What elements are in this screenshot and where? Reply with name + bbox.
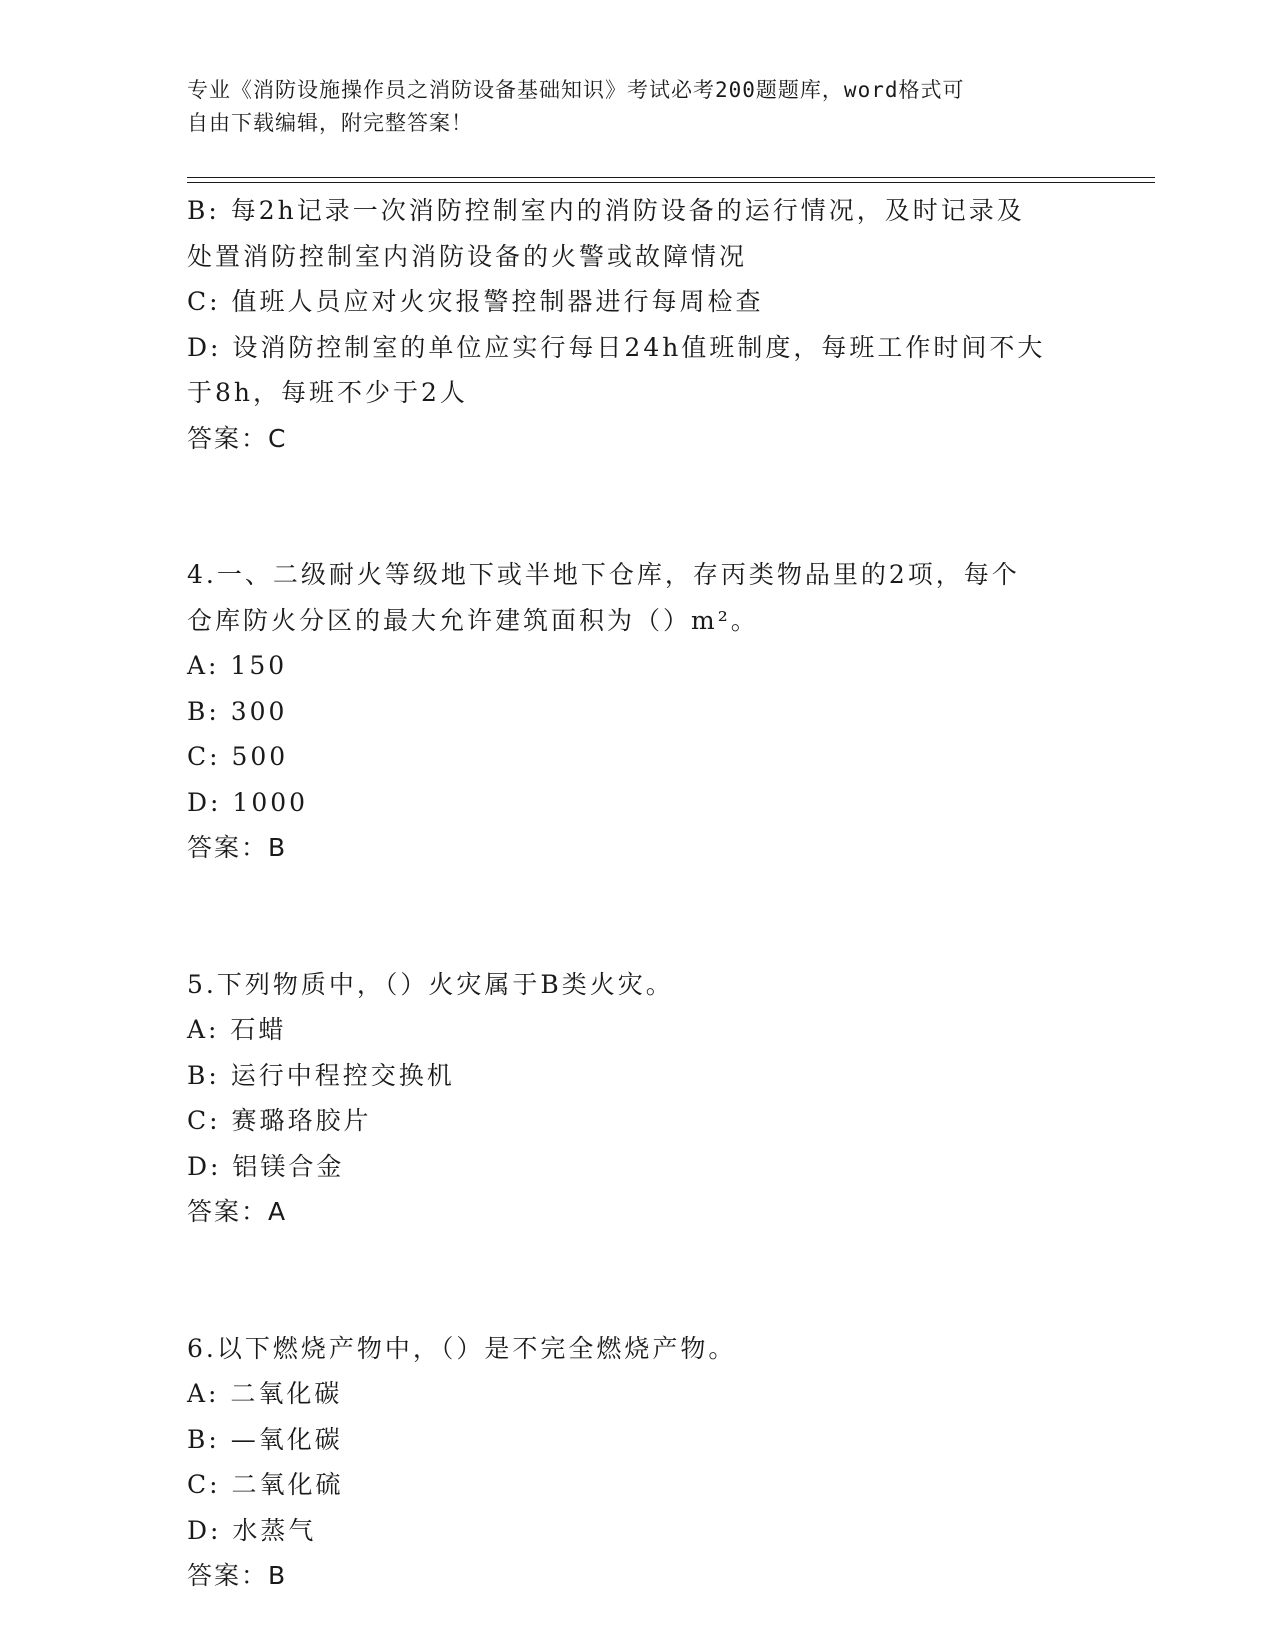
q3-option-c: C: 值班人员应对火灾报警控制器进行每周检查 [187,287,764,316]
question-4 [187,552,1087,871]
q3-option-b-line-1: B: 每2h记录一次消防控制室内的消防设备的运行情况，及时记录及 [187,196,1025,225]
question-spacer [187,871,1087,962]
question-spacer [187,461,1087,552]
q5-option-b: B: 运行中程控交换机 [187,1060,455,1090]
q3-option-d-line-1: D: 设消防控制室的单位应实行每日24h值班制度，每班工作时间不大 [187,332,1046,362]
q4-stem-line-2: 仓库防火分区的最大允许建筑面积为（）m²。 [187,605,759,635]
q4-option-d: D: 1000 [187,787,309,817]
q6-option-c: C: 二氧化硫 [187,1470,344,1499]
q3-option-d-line-2: 于8h，每班不少于2人 [187,378,468,407]
q6-option-a: A: 二氧化碳 [187,1379,343,1408]
question-6 [187,1326,1087,1599]
header-divider-bottom [187,182,1155,183]
q5-option-c: C: 赛璐珞胶片 [187,1106,372,1135]
q6-option-d: D: 水蒸气 [187,1515,317,1545]
q4-stem-line-1: 4.一、二级耐火等级地下或半地下仓库，存丙类物品里的2项，每个 [187,560,1020,589]
question-5 [187,962,1087,1235]
q3-answer: 答案：C [187,423,288,453]
q6-stem: 6.以下燃烧产物中，（）是不完全燃烧产物。 [187,1333,737,1363]
q3-option-b-line-2: 处置消防控制室内消防设备的火警或故障情况 [187,241,748,271]
q5-stem: 5.下列物质中，（）火灾属于B类火灾。 [187,969,674,999]
header-line-2: 自由下载编辑，附完整答案！ [187,111,473,135]
q4-answer: 答案：B [187,833,288,862]
q6-option-b: B: —氧化碳 [187,1424,343,1454]
q5-option-d: D: 铝镁合金 [187,1151,345,1181]
q4-option-b: B: 300 [187,696,288,726]
q5-option-a: A: 石蜡 [187,1015,287,1044]
q5-answer: 答案：A [187,1197,288,1226]
question-3-tail [187,188,1087,461]
question-spacer [187,1235,1087,1326]
header-divider-top [187,177,1155,178]
header-line-1: 专业《消防设施操作员之消防设备基础知识》考试必考200题题库，word格式可 [187,78,965,102]
q4-option-a: A: 150 [187,651,288,680]
question-content [187,188,1087,1599]
q6-answer: 答案：B [187,1561,288,1590]
document-header [187,74,1087,140]
q4-option-c: C: 500 [187,742,289,771]
